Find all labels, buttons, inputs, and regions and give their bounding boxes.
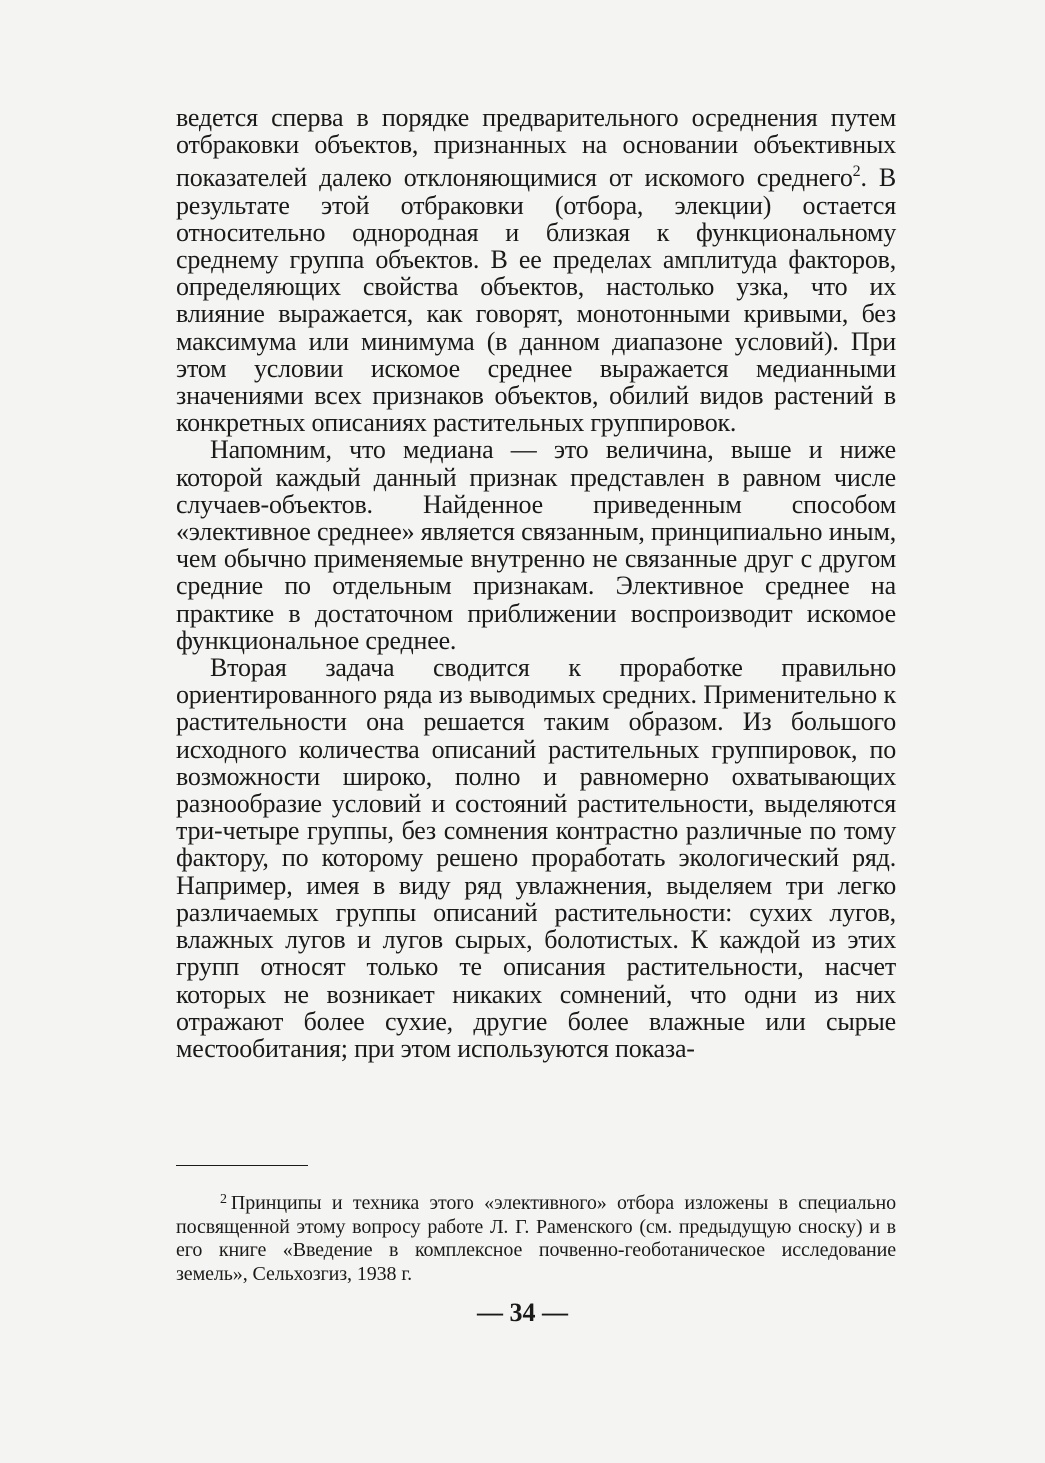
footnote-reference: 2	[852, 163, 861, 181]
footnote-divider	[176, 1165, 308, 1166]
page-number: — 34 —	[477, 1298, 568, 1327]
paragraph-3: Вторая задача сводится к проработке правильно ориентированного ряда из выводимых средних. Применительно к растительности она решается таким образом. Из большого исходного количества описаний растительных группировок, по возможности широко, полно и равномерно охватывающих разнообразие условий и состояний растительности, выделяются три-четыре группы, без сомнения контрастно различные по тому фактору, по которому решено проработать экологический ряд. Например, имея в виду ряд увлажнения, выделяем три легко различаемых группы описаний растительности: сухих лугов, влажных лугов и лугов сырых, болотистых. К каждой из этих групп относят только те описания растительности, насчет которых не возникает никаких сомнений, что одни из них отражают более сухие, другие более влажные или сырые местообитания; при этом используются показа-	[176, 653, 896, 1063]
paragraph-1	[176, 104, 896, 436]
main-text	[176, 104, 896, 1062]
footnote	[176, 1188, 896, 1286]
footnote-mark: 2	[220, 1192, 227, 1207]
footnote-text: Принципы и техника этого «элективного» отбора изложены в специально посвященной этому вопросу работе Л. Г. Раменского (см. предыдущую сноску) и в его книге «Введение в комплексное почвенно-геоботаническое исследование земель», Сельхозгиз, 1938 г.	[176, 1192, 896, 1285]
paragraph-2: Напомним, что медиана — это величина, выше и ниже которой каждый данный признак представлен в равном числе случаев-объектов. Найденное приведенным способом «элективное среднее» является связанным, принципиально иным, чем обычно применяемые внутренно не связанные друг с другом средние по отдельным признакам. Элективное среднее на практике в достаточном приближении воспроизводит искомое функциональное среднее.	[176, 435, 896, 655]
paragraph-1-text-b: . В результате этой отбраковки (отбора, элекции) остается относительно однородная и близкая к функциональному среднему группа объектов. В ее пределах амплитуда факторов, определяющих свойства объектов, настолько узка, что их влияние выражается, как говорят, монотонными кривыми, без максимума или минимума (в данном диапазоне условий). При этом условии искомое среднее выражается медианными значениями всех признаков объектов, обилий видов растений в конкретных описаниях растительных группировок.	[176, 163, 896, 438]
paragraph-1-text-a: ведется сперва в порядке предварительного осреднения путем отбраковки объектов, признанных на основании объективных показателей далеко отклоняющимися от искомого среднего	[176, 103, 896, 193]
